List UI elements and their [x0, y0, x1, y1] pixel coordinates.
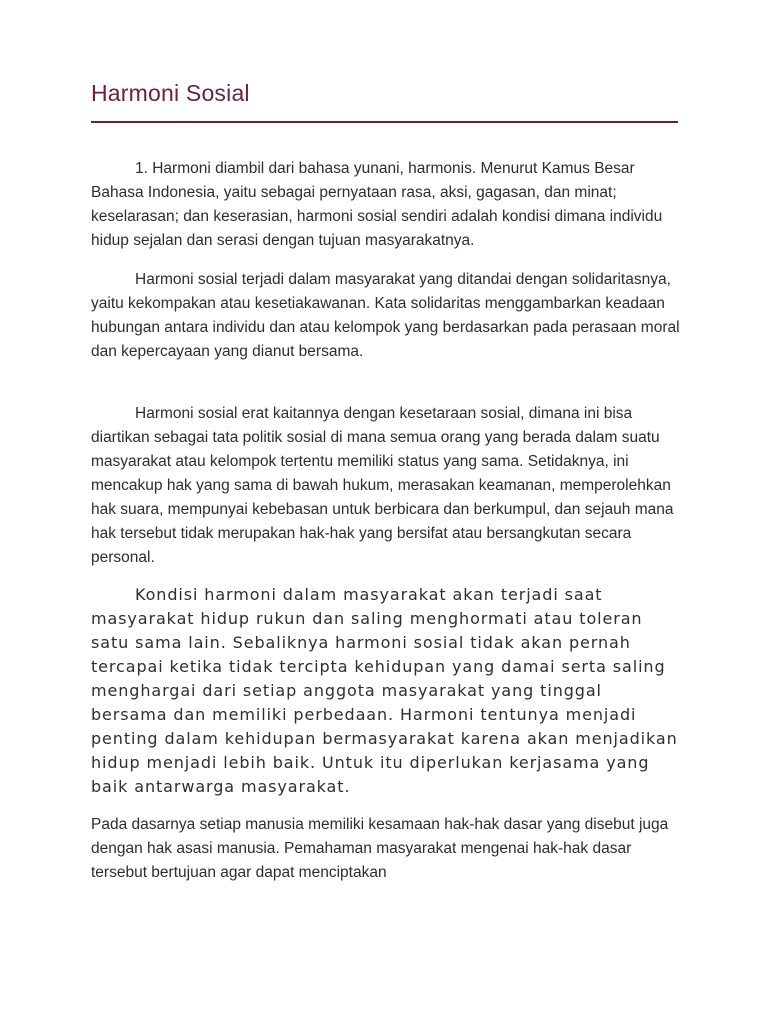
- paragraph-3: Harmoni sosial erat kaitannya dengan kesetaraan sosial, dimana ini bisa diartikan sebagai tata politik sosial di mana semua orang yang berada dalam suatu masyarakat atau kelompok tertentu memiliki status yang sama. Setidaknya, ini mencakup hak yang sama di bawah hukum, merasakan keamanan, memperolehkan hak suara, mempunyai kebebasan untuk berbicara dan berkumpul, dan sejauh mana hak tersebut tidak merupakan hak-hak yang bersifat atau bersangkutan secara personal.: [91, 405, 674, 566]
- title-divider: [91, 121, 678, 123]
- paragraph-4: Kondisi harmoni dalam masyarakat akan terjadi saat masyarakat hidup rukun dan saling menghormati atau toleran satu sama lain. Sebaliknya harmoni sosial tidak akan pernah tercapai ketika tidak tercipta kehidupan yang damai serta saling menghargai dari setiap anggota masyarakat yang tinggal bersama dan memiliki perbedaan. Harmoni tentunya menjadi penting dalam kehidupan bermasyarakat karena akan menjadikan hidup menjadi lebih baik. Untuk itu diperlukan kerjasama yang baik antarwarga masyarakat.: [91, 585, 678, 796]
- paragraph-2: Harmoni sosial terjadi dalam masyarakat yang ditandai dengan solidaritasnya, yaitu kekompakan atau kesetiakawanan. Kata solidaritas menggambarkan keadaan hubungan antara individu dan atau kelompok yang berdasarkan pada perasaan moral dan kepercayaan yang dianut bersama.: [91, 271, 680, 360]
- paragraph-5: Pada dasarnya setiap manusia memiliki kesamaan hak-hak dasar yang disebut juga dengan hak asasi manusia. Pemahaman masyarakat mengenai hak-hak dasar tersebut bertujuan agar dapat menciptakan: [91, 816, 669, 881]
- document-title: Harmoni Sosial: [91, 80, 250, 106]
- paragraph-1: 1. Harmoni diambil dari bahasa yunani, harmonis. Menurut Kamus Besar Bahasa Indonesia, yaitu sebagai pernyataan rasa, aksi, gagasan, dan minat; keselarasan; dan keserasian, harmoni sosial sendiri adalah kondisi dimana individu hidup sejalan dan serasi dengan tujuan masyarakatnya.: [91, 160, 663, 249]
